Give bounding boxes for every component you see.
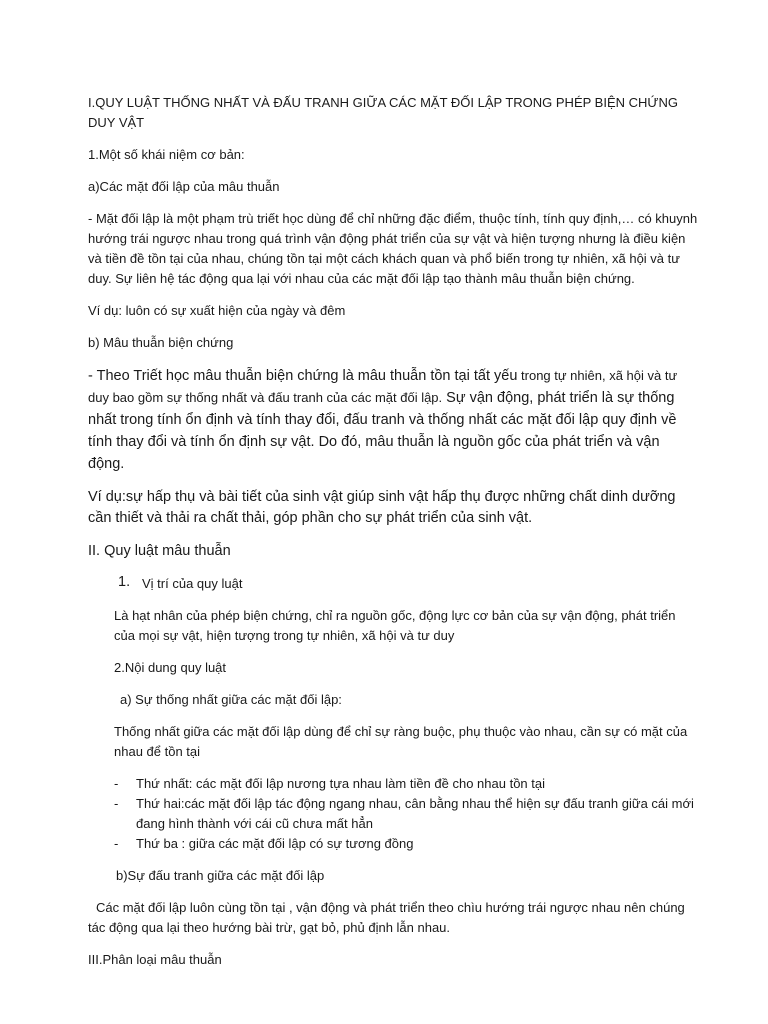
bullet-dash: - [114, 836, 119, 851]
list-item-text: Thứ nhất: các mặt đối lập nương tựa nhau làm tiền đề cho nhau tồn tại [136, 776, 545, 791]
document-title: I.QUY LUẬT THỐNG NHẤT VÀ ĐẤU TRANH GIỮA CÁC MẶT ĐỐI LẬP TRONG PHÉP BIỆN CHỨNG DUY VẬT [88, 95, 678, 130]
section-2-item-2-heading: 2.Nội dung quy luật [114, 660, 227, 675]
section-2b-heading: b)Sự đấu tranh giữa các mặt đối lập [116, 868, 325, 883]
section-3-heading: III.Phân loại mâu thuẫn [88, 952, 222, 967]
list-item-text: Thứ ba : giữa các mặt đối lập có sự tương đồng [136, 836, 414, 851]
section-1b-heading: b) Mâu thuẫn biện chứng [88, 335, 234, 350]
section-1-heading: 1.Một số khái niệm cơ bản: [88, 147, 245, 162]
section-2b-paragraph: Các mặt đối lập luôn cùng tồn tại , vận động và phát triển theo chìu hướng trái ngược nhau nên chúng tác động qua lại theo hướng bài trừ, gạt bỏ, phủ định lẫn nhau. [88, 900, 685, 935]
section-1b-paragraph-part-a: - Theo Triết học mâu thuẫn biện chứng là mâu thuẫn tồn tại tất yếu [88, 368, 518, 384]
section-1a-example: Ví dụ: luôn có sự xuất hiện của ngày và đêm [88, 303, 346, 318]
section-1b-paragraph-part-c: Sự vận động, phát triển là sự thống nhất trong tính ổn định và tính thay đổi, đấu tranh và thống nhất các mặt đối lập quy định về tính thay đổi và tính ổn định sự vật. Do đó, mâu thuẫn là nguồn gốc của phát triển và vận động. [88, 390, 677, 472]
section-2a-heading: a) Sự thống nhất giữa các mặt đối lập: [120, 692, 342, 707]
section-1a-paragraph: - Mặt đối lập là một phạm trù triết học dùng để chỉ những đặc điểm, thuộc tính, tính quy định,… có khuynh hướng trái ngược nhau trong quá trình vận động phát triển của sự vật và hiện tượng nhưng là điều kiện và tiền đề tồn tại của nhau, chúng tồn tại một cách khách quan và phổ biến trong tự nhiên, xã hội và tư duy. Sự liên hệ tác động qua lại với nhau của các mặt đối lập tạo thành mâu thuẫn biện chứng. [88, 211, 698, 286]
section-1a-heading: a)Các mặt đối lập của mâu thuẫn [88, 179, 280, 194]
bullet-dash: - [114, 776, 119, 791]
list-item [114, 794, 698, 834]
section-2-item-1-label: Vị trí của quy luật [142, 576, 243, 591]
section-2a-bullet-list [88, 774, 698, 854]
section-2a-paragraph: Thống nhất giữa các mặt đối lập dùng để chỉ sự ràng buộc, phụ thuộc vào nhau, cần sự có mặt của nhau để tồn tại [114, 724, 688, 759]
section-1b-paragraph-part-b: trong tự nhiên, xã hội và tư duy bao gồm sự thống nhất và đấu tranh của các mặt đối lập. [88, 368, 678, 405]
section-1b-example: Ví dụ:sự hấp thụ và bài tiết của sinh vật giúp sinh vật hấp thụ được những chất dinh dưỡng cần thiết và thải ra chất thải, góp phần cho sự phát triển của sinh vật. [88, 489, 676, 526]
section-2-item-1-paragraph: Là hạt nhân của phép biện chứng, chỉ ra nguồn gốc, động lực cơ bản của sự vận động, phát triển của mọi sự vật, hiện tượng trong tự nhiên, xã hội và tư duy [114, 608, 676, 643]
section-2-item-1 [88, 574, 698, 594]
bullet-dash: - [114, 796, 119, 811]
section-2-heading: II. Quy luật mâu thuẫn [88, 543, 231, 559]
list-item [114, 834, 698, 854]
list-item [114, 774, 698, 794]
section-1b-paragraph [88, 365, 698, 475]
section-2-item-1-number: 1. [118, 574, 131, 590]
list-item-text: Thứ hai:các mặt đối lập tác động ngang nhau, cân bằng nhau thể hiện sự đấu tranh giữa cái mới đang hình thành với cái cũ chưa mất hẳn [136, 796, 694, 831]
